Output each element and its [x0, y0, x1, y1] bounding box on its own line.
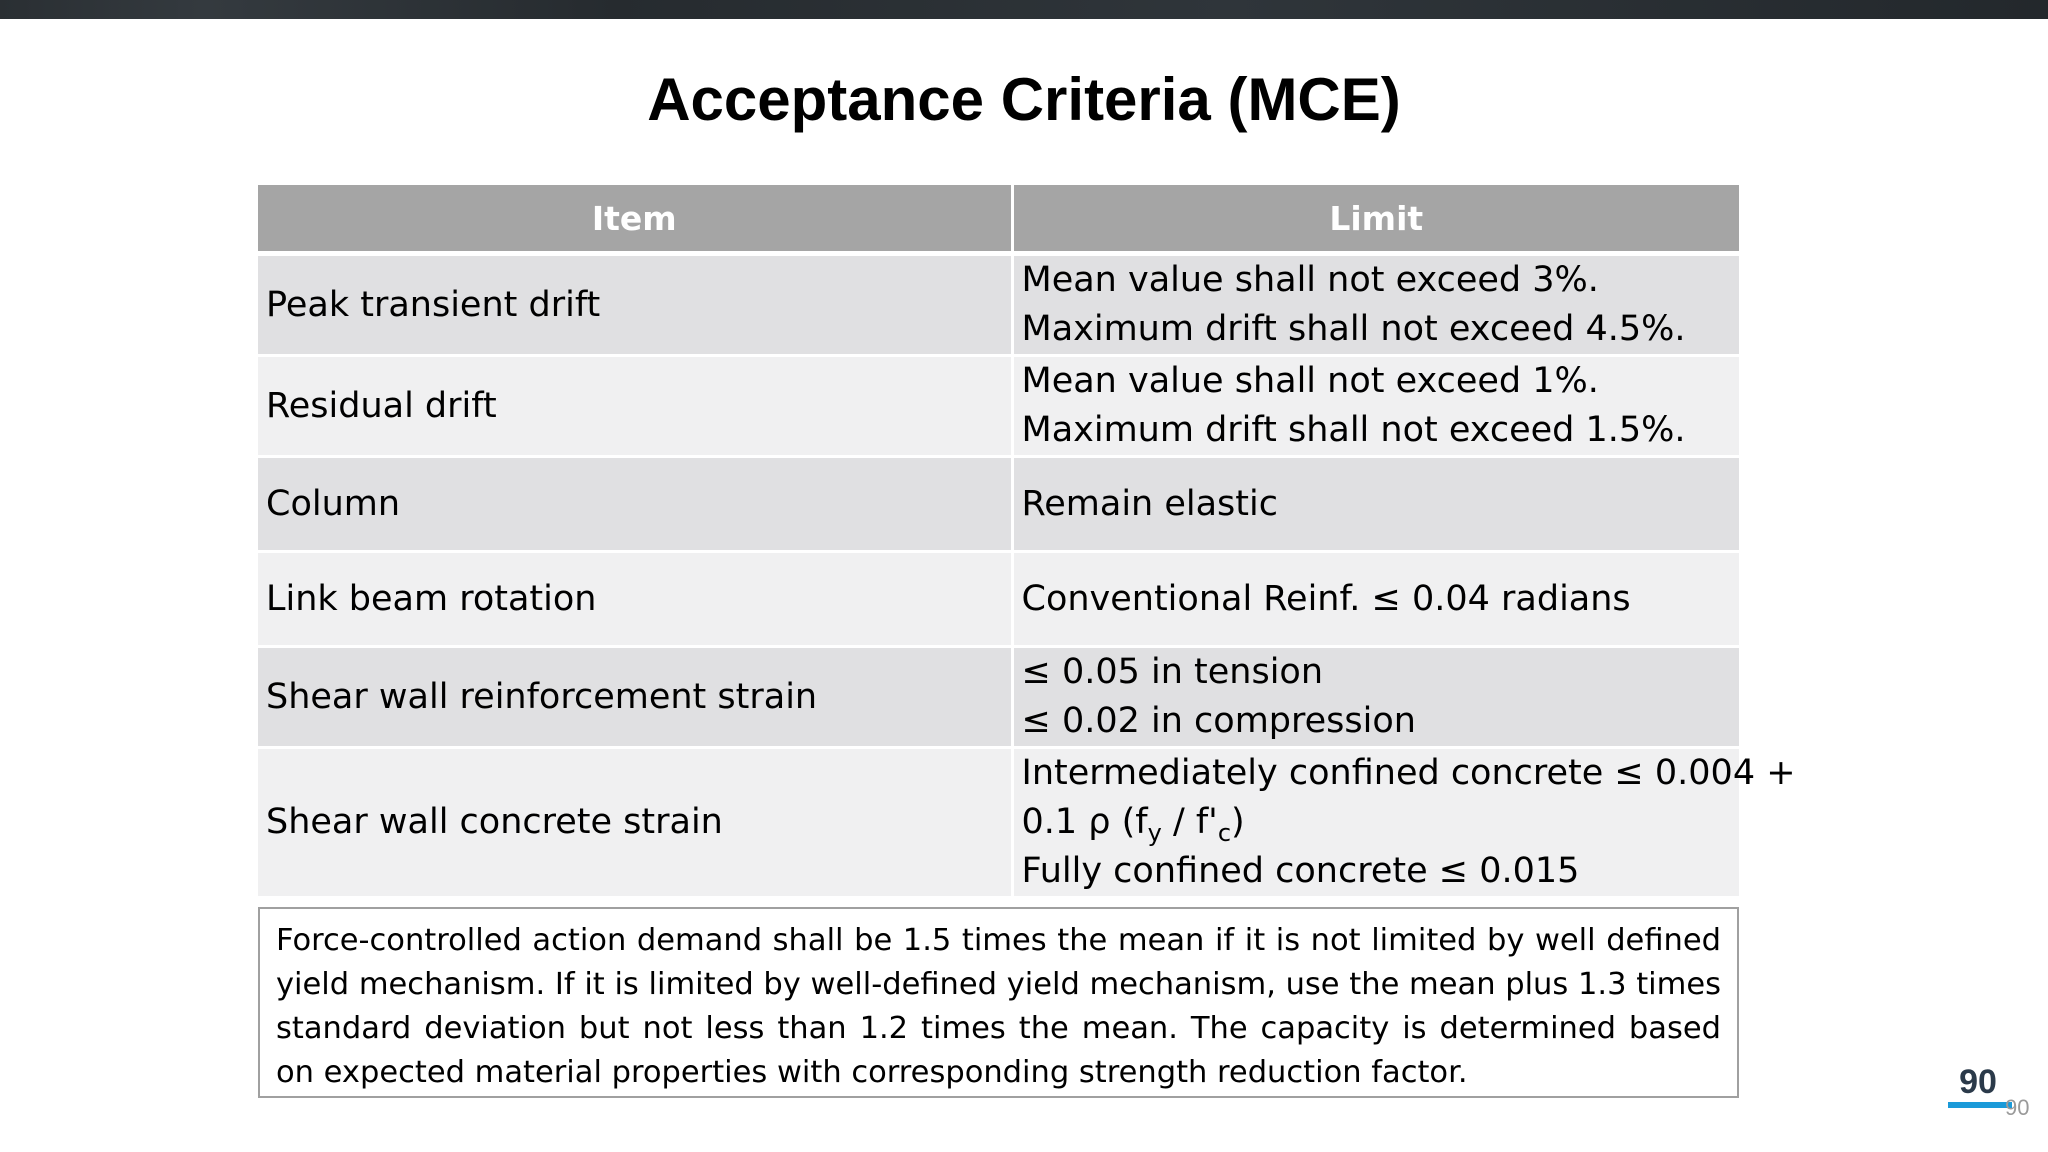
item-cell: Peak transient drift: [258, 254, 1012, 356]
limit-line: ≤ 0.02 in compression: [1021, 701, 1416, 741]
limit-line: Remain elastic: [1021, 483, 1278, 524]
page-number-underline: [1948, 1102, 2012, 1108]
column-header-limit: Limit: [1012, 185, 1739, 254]
formula-suffix: ): [1231, 802, 1245, 842]
item-cell: Link beam rotation: [258, 552, 1012, 647]
formula-mid: / f': [1161, 802, 1218, 842]
formula-subscript-y: y: [1147, 819, 1162, 847]
limit-cell: [1012, 356, 1739, 457]
table-row: [258, 356, 1739, 457]
limit-line: Fully confined concrete ≤ 0.015: [1021, 851, 1580, 891]
limit-line-formula: [1022, 798, 1732, 847]
limit-line: Intermediately confined concrete ≤ 0.004 +: [1021, 753, 1796, 793]
limit-cell: [1012, 552, 1739, 647]
item-cell: Column: [258, 457, 1012, 552]
limit-line: Conventional Reinf. ≤ 0.04 radians: [1021, 578, 1631, 619]
page-number: 90: [1959, 1063, 1997, 1101]
limit-cell: [1012, 254, 1739, 356]
table-row: [258, 748, 1739, 898]
table-row: [258, 552, 1739, 647]
item-cell: Shear wall concrete strain: [258, 748, 1012, 898]
column-header-item: Item: [258, 185, 1012, 254]
limit-line: Mean value shall not exceed 1%.: [1021, 361, 1599, 401]
slide-title: Acceptance Criteria (MCE): [647, 66, 1401, 133]
table-header-row: [258, 185, 1739, 254]
limit-cell: [1012, 748, 1796, 898]
limit-line: ≤ 0.05 in tension: [1021, 652, 1324, 692]
acceptance-criteria-table: [258, 185, 1796, 899]
table-row: [258, 647, 1739, 748]
note-box: Force-controlled action demand shall be 1.5 times the mean if it is not limited by well defined yield mechanism. If it is limited by well-defined yield mechanism, use the mean plus 1.3 times standard deviation but not less than 1.2 times the mean. The capacity is determined based on expected material properties with corresponding strength reduction factor.: [258, 907, 1739, 1098]
item-cell: Shear wall reinforcement strain: [258, 647, 1012, 748]
limit-cell: [1012, 647, 1739, 748]
limit-line: Maximum drift shall not exceed 1.5%.: [1021, 410, 1686, 450]
limit-line: Maximum drift shall not exceed 4.5%.: [1021, 309, 1686, 349]
formula-subscript-c: c: [1217, 819, 1232, 847]
page-number-small: 90: [2005, 1095, 2030, 1120]
limit-cell: [1012, 457, 1739, 552]
table-row: [258, 254, 1739, 356]
formula-prefix: 0.1 ρ (f: [1021, 802, 1148, 842]
table-row: [258, 457, 1739, 552]
window-top-bar: [0, 0, 2048, 19]
item-cell: Residual drift: [258, 356, 1012, 457]
limit-line: Mean value shall not exceed 3%.: [1021, 260, 1599, 300]
